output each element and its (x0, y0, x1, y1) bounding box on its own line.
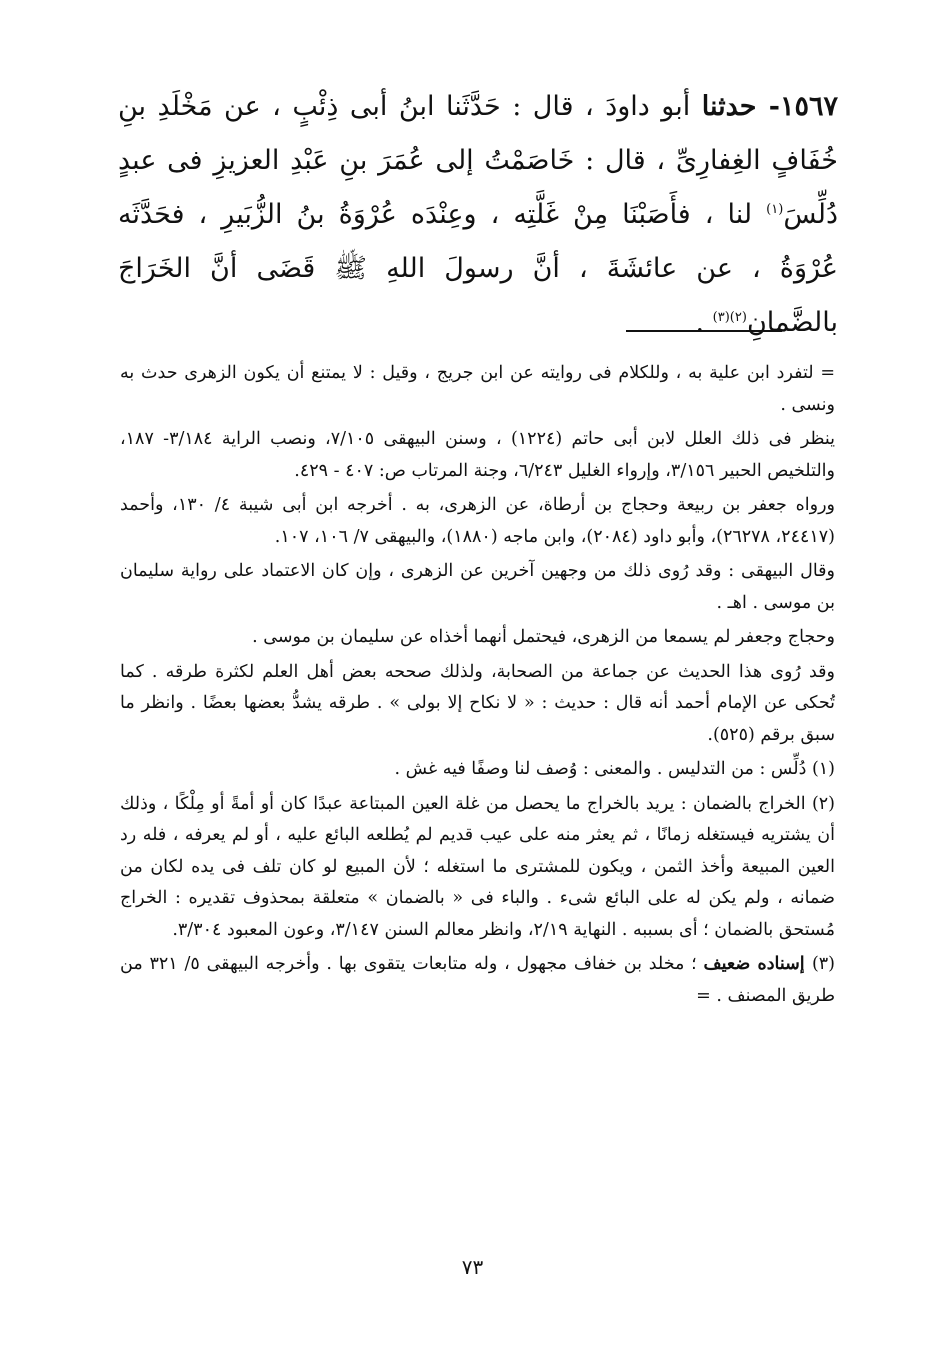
footnote-paragraph: ورواه جعفر بن ربيعة وحجاج بن أرطاة، عن الزهرى، به . أخرجه ابن أبى شيبة ٤/ ١٣٠، وأحمد (٢٤٤١٧، ٢٦٢٧٨)، وأبو داود (٢٠٨٤)، وابن ماجه (١٨٨٠)، والبيهقى ٧/ ١٠٦، ١٠٧. (120, 495, 835, 547)
footnote-3-number: (٣) (811, 954, 835, 974)
footnote-separator (626, 330, 782, 332)
footnote-paragraph: وقال البيهقى : وقد رُوى ذلك من وجهين آخرين عن الزهرى ، وإن كان الاعتماد على رواية سليمان بن موسى . اهـ . (120, 561, 835, 613)
footnote-paragraph: ينظر فى ذلك العلل لابن أبى حاتم (١٢٢٤) ، وسنن البيهقى ٧/١٠٥، ونصب الراية ٣/١٨٤- ١٨٧، والتلخيص الحبير ٣/١٥٦، وإرواء الغليل ٦/٢٤٣، وجنة المرتاب ص: ٤٠٧ - ٤٢٩. (120, 429, 835, 481)
footnote-3 (120, 949, 835, 1012)
footnote-3-text: ؛ مخلد بن خفاف مجهول ، وله متابعات يتقوى بها . وأخرجه البيهقى ٥/ ٣٢١ من طريق المصنف . (120, 954, 835, 1006)
hadith-text-part-2: لنا ، فأَصَبْنَا مِنْ غَلَّتِه ، وعِنْدَه عُرْوَةُ بنُ الزُّبَيرِ ، فحَدَّثَه عُرْوَةُ ، عن عائشَةَ ، أنَّ رسولَ اللهِ ﷺ قَضَى أنَّ الخَرَاجَ بالضَّمانِ (118, 199, 838, 338)
page-number: ٧٣ (461, 1255, 484, 1279)
footnote-2-text: الخراج بالضمان : يريد بالخراج ما يحصل من غلة العين المبتاعة عبدًا كان أو أمةً أو مِلْكًا ، وذلك أن يشتريه فيستغله زمانًا ، ثم يعثر منه على عيب قديم لم يُطلعه البائع عليه ، أو لم يعرفه ، فله رد العين المبيعة وأخذ الثمن ، ويكون للمشترى ما استغله ؛ لأن المبيع لو كان تلف فى يده لكان من ضمانه ، ولم يكن له على البائع شىء . والباء فى « بالضمان » متعلقة بمحذوف تقديره : الخراج مُستحق بالضمان ؛ أى بسببه . النهاية ٢/١٩، وانظر معالم السنن ٣/١٤٧، وعون المعبود ٣/٣٠٤. (120, 793, 835, 940)
footnote-ref-2-3: (٢)(٣) (712, 310, 747, 325)
hadith-text-part-1: أبو داودَ ، قال : حَدَّثَنا ابنُ أبى ذِئْبٍ ، عن مَخْلَدِ بنِ خُفَافٍ الغِفارِىِّ ، قال : خَاصَمْتُ إلى عُمَرَ بنِ عَبْدِ العزيزِ فى عبدٍ دُلِّسَ (118, 91, 838, 230)
footnote-2-number: (٢) (811, 793, 835, 814)
footnote-1-number: (١) (811, 759, 835, 779)
footnote-ref-1: (١) (766, 202, 784, 217)
hadith-text (118, 80, 838, 350)
footnote-paragraph: وحجاج وجعفر لم يسمعا من الزهرى، فيحتمل أنهما أخذاه عن سليمان بن موسى . (252, 627, 835, 647)
footnote-1-text: دُلِّس : من التدليس . والمعنى : وُصف لنا وصفًا فيه غش . (394, 759, 812, 779)
continuation-mark: = (696, 985, 711, 1006)
footnote-continuation: = لتفرد ابن علية به ، وللكلام فى روايته عن ابن جريج ، وقيل : لا يمتنع أن يكون الزهرى حدث به ونسى . (120, 363, 835, 415)
footnote-paragraph: وقد رُوى هذا الحديث عن جماعة من الصحابة، ولذلك صححه بعض أهل العلم لكثرة طرقه . كما تُحكى عن الإمام أحمد أنه قال : حديث : « لا نكاح إلا بولى » . طرقه يشدُّ بعضها بعضًا . وانظر ما سبق برقم (٥٢٥). (120, 661, 835, 745)
footnote-3-grading: إسناده ضعيف (703, 954, 812, 974)
footnote-1 (120, 754, 835, 786)
footnote-2 (120, 789, 835, 947)
footnotes (120, 358, 835, 1015)
hadith-text-part-3: . (695, 307, 713, 338)
hadith-number: ١٥٦٧- حدثنا (701, 91, 839, 122)
